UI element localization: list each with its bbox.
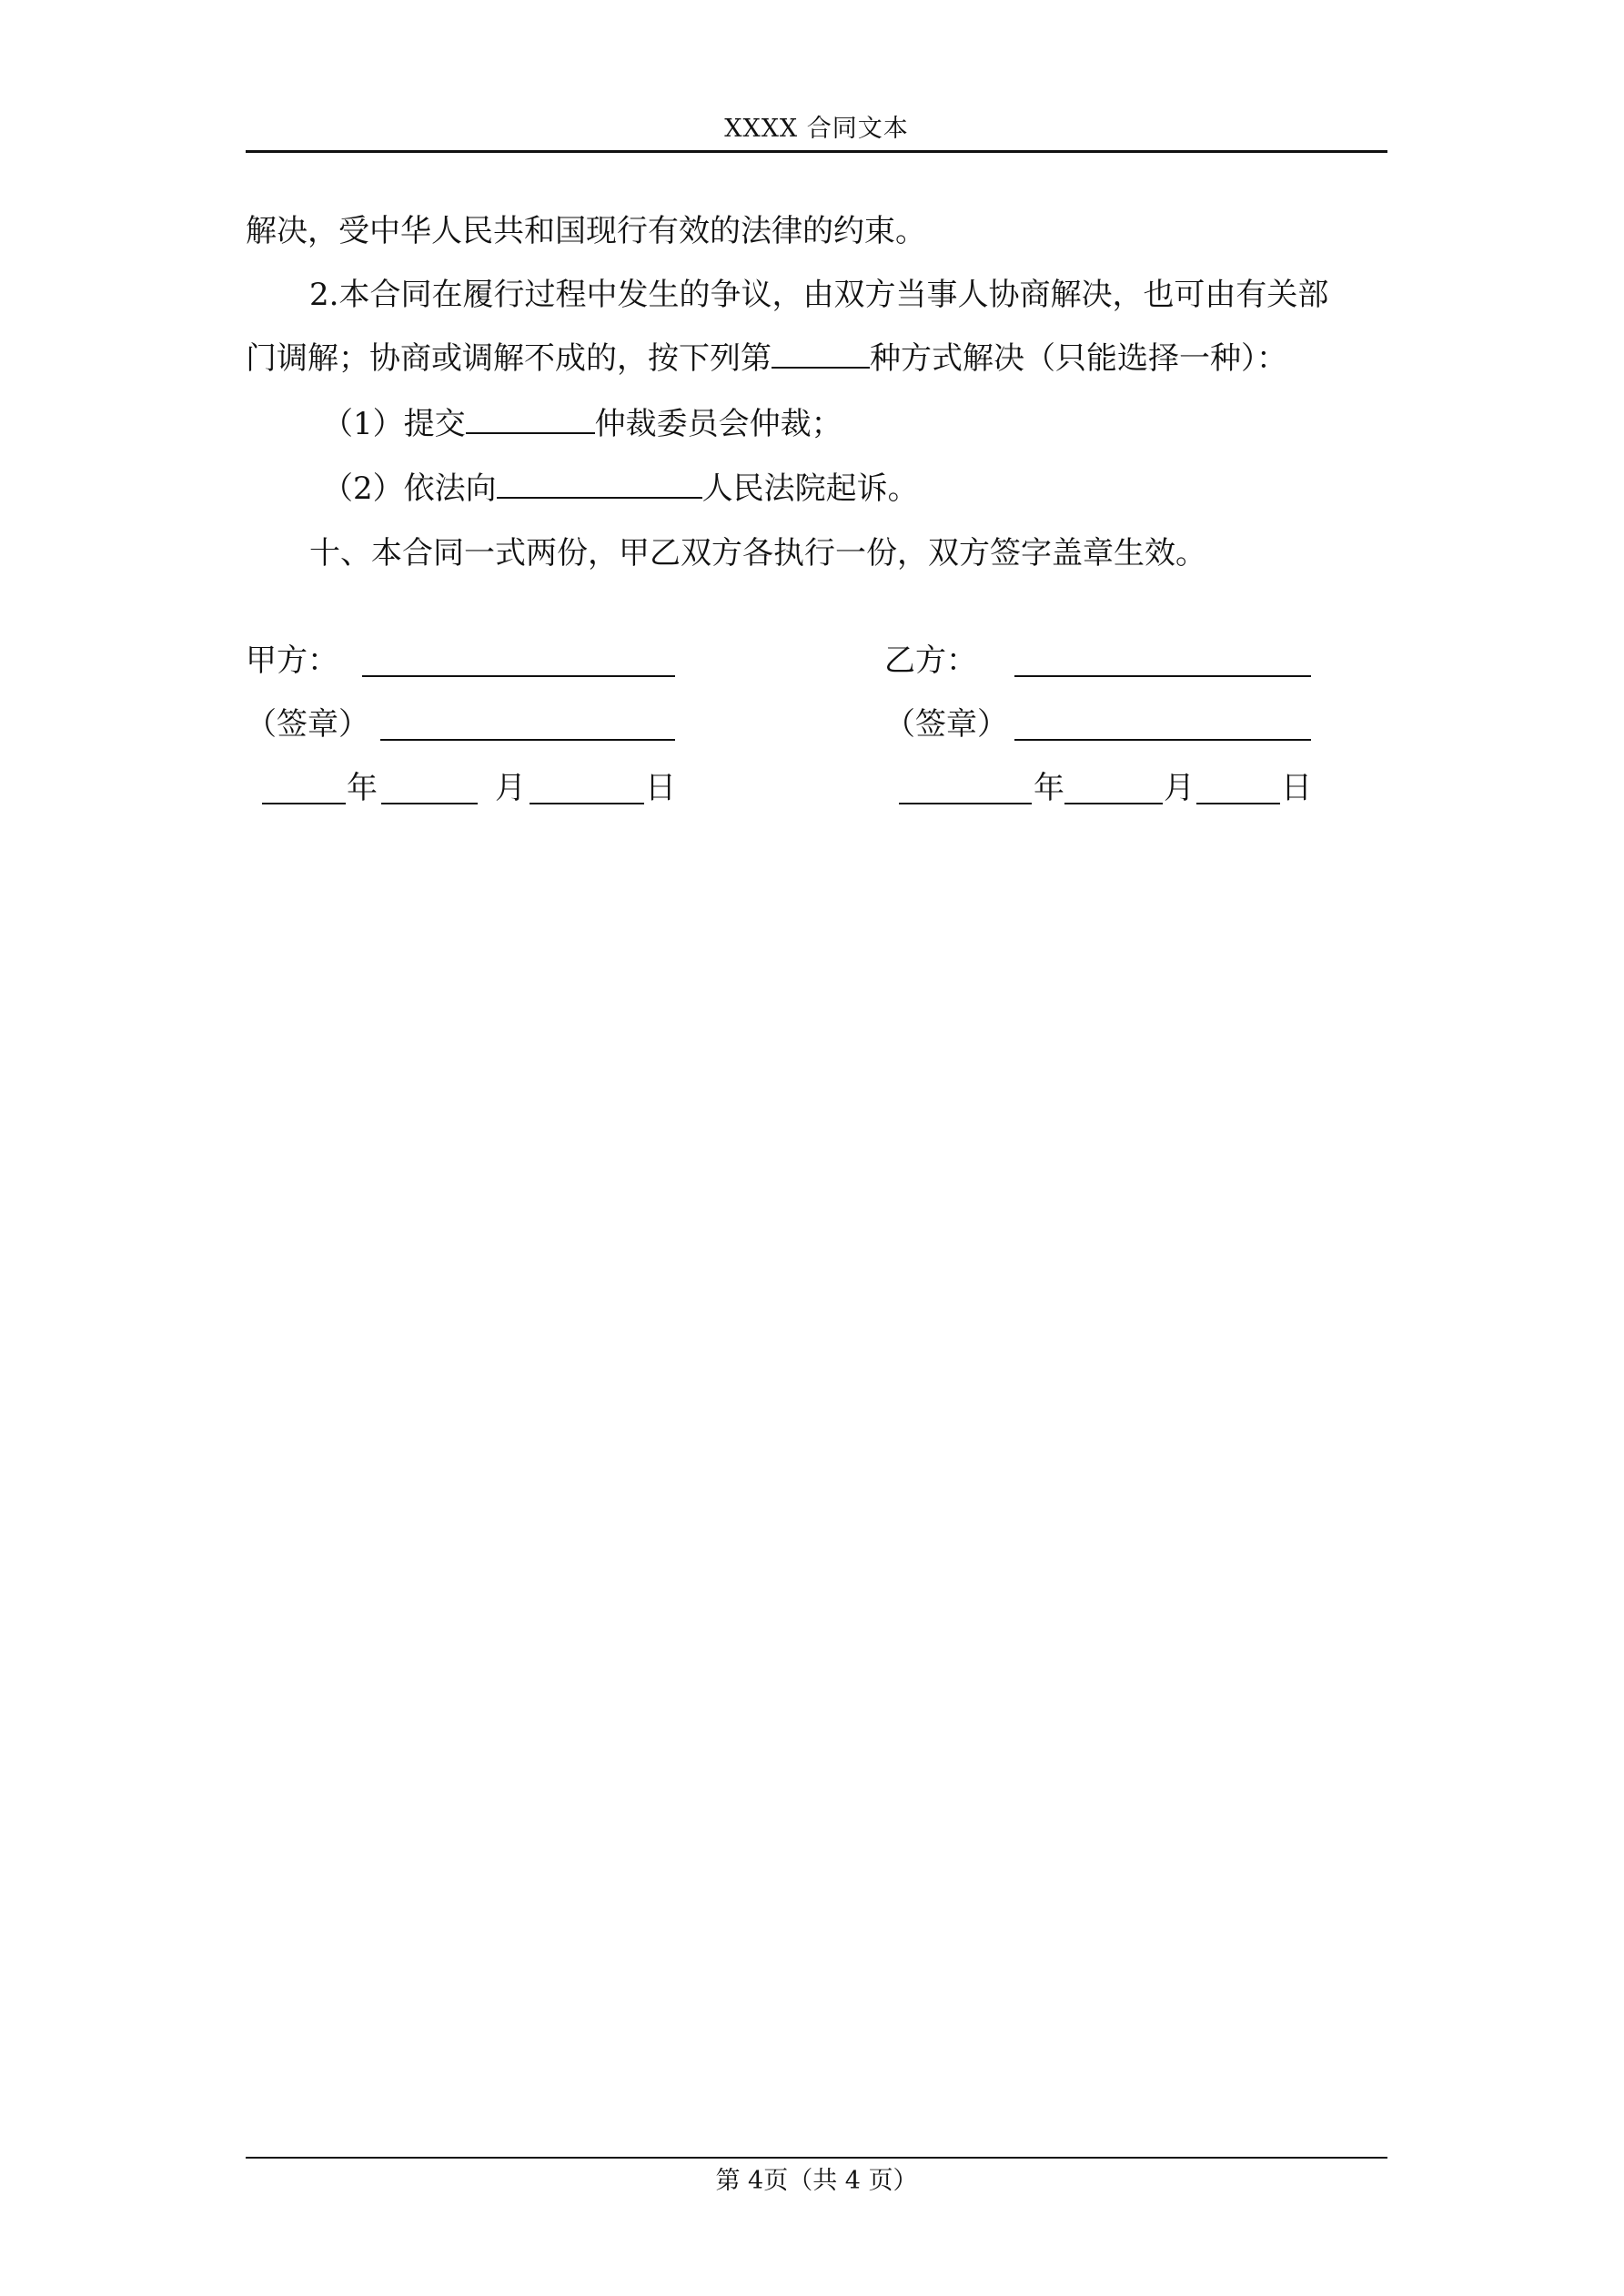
clause-text-line-3: 门调解；协商或调解不成的，按下列第 种方式解决（只能选择一种）： bbox=[246, 340, 1287, 377]
party-a-signature-line[interactable] bbox=[362, 675, 675, 677]
party-b-seal-line[interactable] bbox=[1014, 739, 1311, 741]
page-number: 第 4页（共 4 页） bbox=[715, 2167, 918, 2195]
party-b-year-label: 年 bbox=[1034, 770, 1064, 806]
party-a-day-blank[interactable] bbox=[530, 803, 644, 804]
clause-option-2: （2）依法向 人民法院起诉。 bbox=[322, 470, 919, 507]
court-name-blank[interactable] bbox=[497, 470, 702, 499]
method-number-blank[interactable] bbox=[772, 339, 870, 369]
party-b-seal-label: （签章） bbox=[884, 706, 1008, 743]
party-a-month-label: 月 bbox=[495, 770, 526, 806]
party-b-day-blank[interactable] bbox=[1196, 803, 1280, 804]
party-a-seal-label: （签章） bbox=[246, 706, 369, 743]
party-b-label: 乙方： bbox=[884, 642, 977, 679]
party-b-signature-line[interactable] bbox=[1014, 675, 1311, 677]
party-a-label: 甲方： bbox=[246, 642, 338, 679]
party-a-year-label: 年 bbox=[347, 770, 378, 806]
clause-option-1: （1）提交 仲裁委员会仲裁； bbox=[322, 406, 842, 442]
arbitration-committee-blank[interactable] bbox=[466, 405, 595, 434]
party-a-seal-line[interactable] bbox=[380, 739, 675, 741]
party-b-month-label: 月 bbox=[1164, 770, 1195, 806]
party-b-month-blank[interactable] bbox=[1064, 803, 1163, 804]
party-a-day-label: 日 bbox=[645, 770, 676, 806]
clause-ten: 十、本合同一式两份，甲乙双方各执行一份，双方签字盖章生效。 bbox=[309, 535, 1206, 571]
header-divider bbox=[246, 150, 1387, 153]
clause-text-line-2: 2.本合同在履行过程中发生的争议，由双方当事人协商解决，也可由有关部 bbox=[309, 277, 1329, 313]
footer-divider bbox=[246, 2157, 1387, 2159]
party-a-year-blank[interactable] bbox=[262, 803, 346, 804]
party-b-day-label: 日 bbox=[1281, 770, 1312, 806]
party-b-year-blank[interactable] bbox=[899, 803, 1032, 804]
clause-text-line-1: 解决，受中华人民共和国现行有效的法律的约束。 bbox=[246, 213, 926, 249]
header-title: XXXX 合同文本 bbox=[724, 115, 909, 143]
party-a-month-blank[interactable] bbox=[381, 803, 478, 804]
